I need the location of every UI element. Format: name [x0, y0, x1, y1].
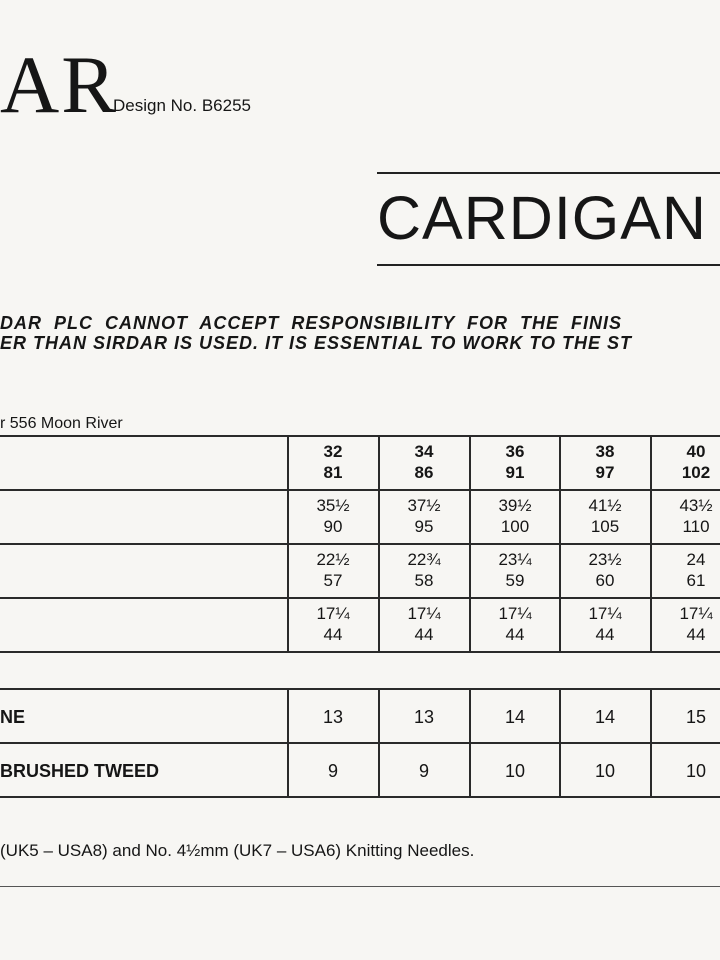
grid-line: [0, 543, 720, 545]
measurement-cell: 41½ 105: [588, 496, 622, 536]
shade-label: r 556 Moon River: [0, 415, 123, 432]
quantity-cell: 15: [685, 707, 707, 727]
size-cell: 38 97: [595, 442, 615, 482]
brand-logo: AR: [0, 39, 118, 130]
size-cell: 40 102: [681, 442, 711, 482]
measurement-cell: 43½ 110: [679, 496, 713, 536]
measurement-cell: 35½ 90: [316, 496, 350, 536]
measurement-cell: 17¼ 44: [498, 604, 532, 644]
quantity-cell: 9: [327, 761, 338, 781]
design-number: Design No. B6255: [113, 96, 251, 115]
measurement-cell: 17¼ 44: [407, 604, 441, 644]
measurement-cell: 37½ 95: [407, 496, 441, 536]
quantity-cell: 14: [594, 707, 616, 727]
measurement-cell: 23¼ 59: [498, 550, 532, 590]
quantity-cell: 10: [685, 761, 707, 781]
title-rule-top: [377, 172, 720, 174]
title-rule-bottom: [377, 264, 720, 266]
measurement-cell: 17¼ 44: [316, 604, 350, 644]
measurement-cell: 24 61: [686, 550, 706, 590]
measurement-cell: 17¼ 44: [679, 604, 713, 644]
measurement-cell: 22¾ 58: [407, 550, 441, 590]
size-cell: 36 91: [505, 442, 525, 482]
quantity-cell: 13: [322, 707, 344, 727]
measurement-cell: 23½ 60: [588, 550, 622, 590]
quantity-cell: 13: [413, 707, 435, 727]
responsibility-notice-line-1: DAR PLC CANNOT ACCEPT RESPONSIBILITY FOR THE FINIS: [0, 313, 623, 333]
grid-line: [0, 435, 720, 437]
quantity-cell: 10: [504, 761, 526, 781]
quantity-cell: 14: [504, 707, 526, 727]
measurement-cell: 39½ 100: [498, 496, 532, 536]
yarn-row-label: BRUSHED TWEED: [0, 761, 160, 781]
grid-line: [0, 489, 720, 491]
measurement-cell: 17¼ 44: [588, 604, 622, 644]
measurement-cell: 22½ 57: [316, 550, 350, 590]
yarn-row-label: NE: [0, 707, 26, 727]
footer-rule: [0, 886, 720, 887]
pattern-title: CARDIGAN: [377, 184, 707, 252]
grid-line: [0, 651, 720, 653]
size-cell: 34 86: [414, 442, 434, 482]
responsibility-notice-line-2: ER THAN SIRDAR IS USED. IT IS ESSENTIAL TO WORK TO THE ST: [0, 333, 633, 353]
quantity-cell: 9: [418, 761, 429, 781]
needles-line: (UK5 – USA8) and No. 4½mm (UK7 – USA6) Knitting Needles.: [0, 841, 475, 860]
size-cell: 32 81: [323, 442, 343, 482]
quantity-cell: 10: [594, 761, 616, 781]
grid-line: [0, 597, 720, 599]
